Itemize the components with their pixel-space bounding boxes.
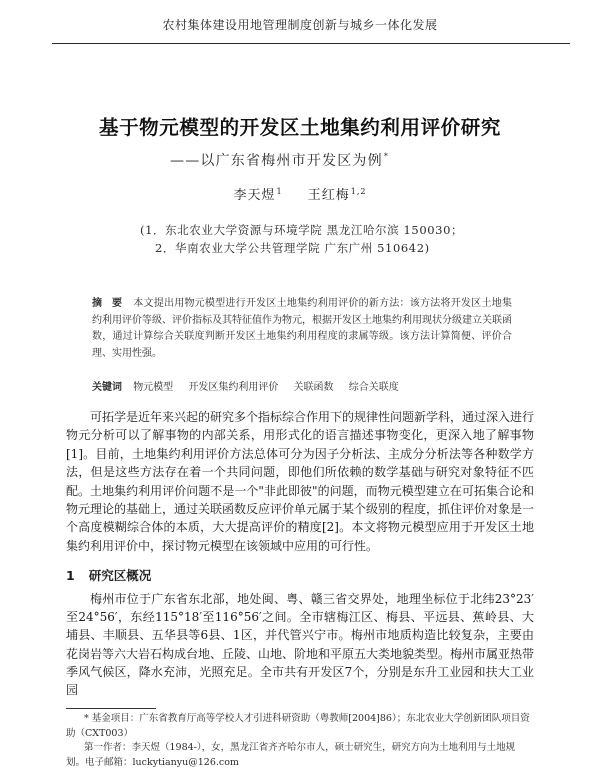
section-number: 1: [66, 568, 75, 583]
section-heading: [66, 566, 151, 584]
paper-title: 基于物元模型的开发区土地集约利用评价研究: [98, 116, 501, 139]
paper-subtitle: [170, 150, 389, 170]
abstract-text: 本文提出用物元模型进行开发区土地集约利用评价的新方法：该方法将开发区土地集约利用评价等级、评价指标及其特征值作为物元，根据开发区土地集约利用现状分级建立关联函数，通过计算综合关联度判断开发区土地集约利用程度的隶属等级。该方法计算简便、评价合理、实用性强。: [92, 298, 513, 359]
keyword: 综合关联度: [348, 382, 399, 393]
author-name: 王红梅: [307, 188, 350, 203]
section-title: 研究区概况: [88, 568, 152, 583]
footnote-funding: * 基金项目：广东省教育厅高等学校人才引进科研资助（粤教师[2004]86）；东北农业大学创新团队项目资助（CXT003）: [66, 713, 530, 739]
keyword: 关联函数: [293, 382, 334, 393]
keywords: [92, 378, 411, 393]
footnotes: [66, 712, 534, 770]
keywords-label: 关键词: [92, 382, 122, 393]
subtitle-text: ——以广东省梅州市开发区为例: [170, 153, 383, 169]
subtitle-footnote-mark: *: [383, 152, 390, 162]
keyword: 开发区集约利用评价: [188, 382, 279, 393]
footnote-rule: [66, 708, 156, 709]
running-head: 农村集体建设用地管理制度创新与城乡一体化发展: [162, 18, 438, 32]
header-rule: [52, 43, 570, 44]
author-affil-mark: 1,2: [350, 186, 367, 196]
footnote-author: 第一作者：李天煜（1984-），女，黑龙江省齐齐哈尔市人，硕士研究生，研究方向为土地利用与土地规划。电子邮箱：luckytianyu@126.com: [66, 742, 516, 768]
abstract: [92, 296, 512, 362]
keyword: 物元模型: [133, 382, 174, 393]
section-paragraph: 梅州市位于广东省东北部，地处闽、粤、赣三省交界处，地理坐标位于北纬23°23′至24°56′，东经115°18′至116°56′之间。全市辖梅江区、梅县、平远县、蕉岭县、大埔县、丰顺县、五华县等6县、1区，并代管兴宁市。梅州市地质构造比较复杂，主要由花岗岩等六大岩石构成台地、丘陵、山地、阶地和平原五大类地貌类型。梅州市属亚热带季风气候区，降水充沛，光照充足。全市共有开发区7个，分别是东升工业园和扶大工业园: [66, 592, 535, 698]
abstract-label: 摘 要: [92, 298, 126, 309]
author-name: 李天煜: [233, 188, 276, 203]
author-2: [308, 188, 367, 203]
author-1: [234, 188, 283, 203]
affiliation-1: (1．东北农业大学资源与环境学院 黑龙江哈尔滨 150030；: [140, 223, 464, 237]
author-list: [0, 184, 600, 203]
author-affil-mark: 1: [276, 186, 283, 196]
introduction-paragraph: 可拓学是近年来兴起的研究多个指标综合作用下的规律性问题新学科，通过深入进行物元分析可以了解事物的内部关系，用形式化的语言描述事物变化，更深入地了解事物[1]。目前，土地集约利用评价方法总体可分为因子分析法、主成分分析法等各种数学方法，但是这些方法存在着一个共同问题，即他们所依赖的数学基础与研究对象特征不匹配。土地集约利用评价问题不是一个"非此即彼"的问题，而物元模型建立在可拓集合论和物元理论的基础上，通过关联函数反应评价单元属于某个级别的程度，抓住评价对象是一个高度模糊综合体的本质，大大提高评价的精度[2]。本文将物元模型应用于开发区土地集约利用评价中，探讨物元模型在该领域中应用的可行性。: [66, 410, 535, 553]
affiliation-2: 2．华南农业大学公共管理学院 广东广州 510642): [155, 241, 430, 255]
